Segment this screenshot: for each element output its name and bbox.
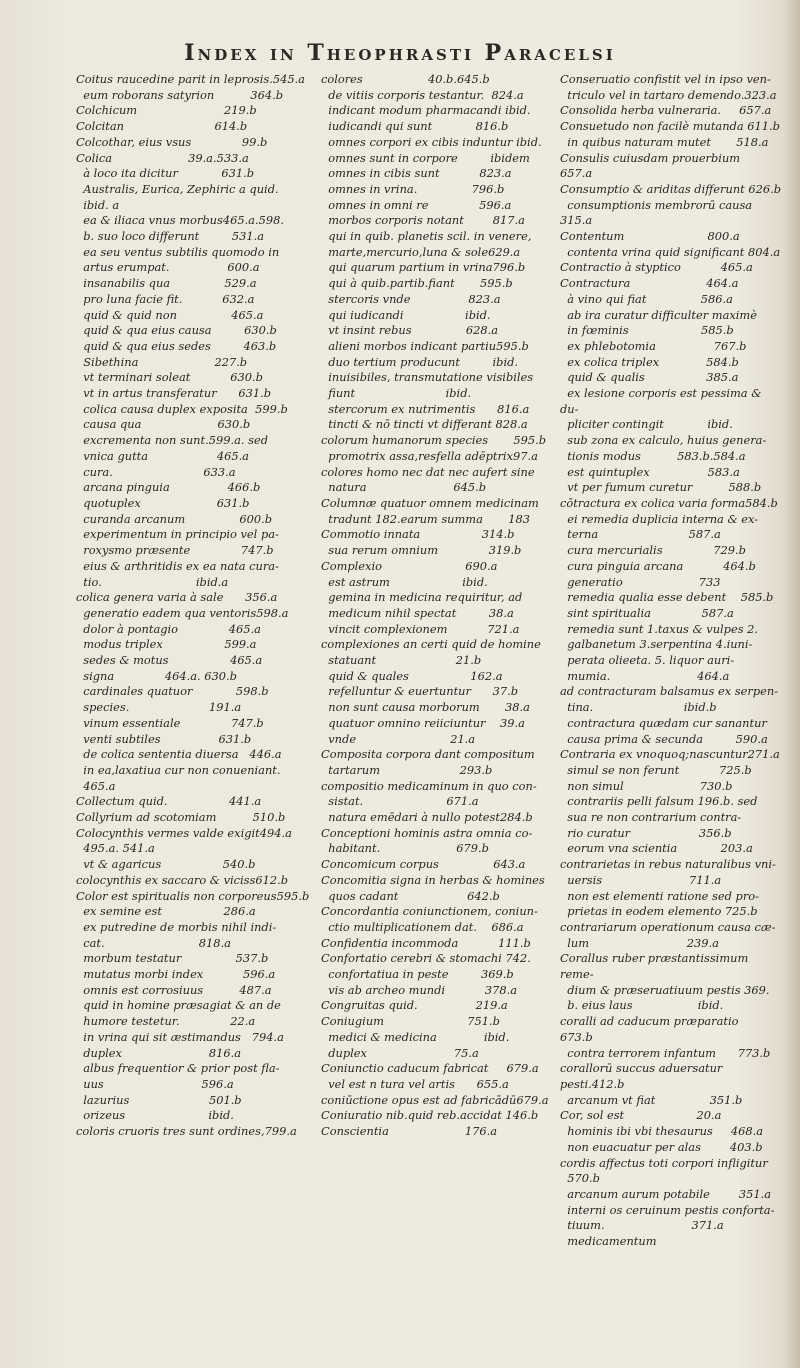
index-entry: tiuum. 371.a xyxy=(560,1218,724,1233)
index-entry: alieni morbos indicant partiu595.b xyxy=(321,338,529,353)
index-entry: sedes & motus 465.a xyxy=(76,653,263,668)
index-entry: artus erumpat. 600.a xyxy=(76,260,260,275)
index-entry: causa prima & secunda 590.a xyxy=(560,731,768,746)
index-entry: arcana pinguia 466.b xyxy=(76,480,261,495)
index-entry: b. suo loco differunt 531.a xyxy=(76,229,264,244)
index-entry: consumptionis membrorū causa 315.a xyxy=(560,197,756,228)
index-entry: de vitiis corporis testantur. 824.a xyxy=(321,87,524,102)
index-entry: albus frequentior & prior post fla- xyxy=(76,1061,280,1076)
index-entry: Complexio 690.a xyxy=(321,558,498,573)
index-entry: sua re non contrarium contra- xyxy=(560,810,742,825)
index-entry: omnes in vrina. 796.b xyxy=(321,181,505,196)
index-entry: Concomitia signa in herbas & homines xyxy=(321,872,545,887)
index-entry: à vino qui fiat 586.a xyxy=(560,291,733,306)
index-entry: tionis modus 583.b.584.a xyxy=(560,448,746,463)
index-column-3 xyxy=(560,72,782,1250)
index-entry: eorum vna scientia 203.a xyxy=(560,841,753,856)
index-entry: omnis est corrosiuus 487.a xyxy=(76,982,272,997)
index-entry: ctio multiplicationem dat. 686.a xyxy=(321,919,524,934)
index-entry: colores 40.b.645.b xyxy=(321,72,490,86)
index-entry: cat. 818.a xyxy=(76,935,231,950)
index-entry: eius & arthritidis ex ea nata cura- xyxy=(76,558,279,573)
index-entry: tio. ibid.a xyxy=(76,574,229,589)
index-entry: ea & iliaca vnus morbus465.a.598. xyxy=(76,213,284,228)
index-entry: prietas in eodem elemento 725.b xyxy=(560,904,758,919)
index-entry: statuant 21.b xyxy=(321,653,482,668)
index-entry: colorum humanorum species 595.b xyxy=(321,433,547,448)
index-entry: vincit complexionem 721.a xyxy=(321,621,520,636)
index-entry: qui in quib. planetis scil. in venere, xyxy=(321,229,532,244)
index-entry: tradunt 182.earum summa 183 xyxy=(321,511,530,526)
index-entry: Cor, sol est 20.a xyxy=(560,1108,722,1123)
index-entry: coniūctione opus est ad fabricādū679.a xyxy=(321,1092,549,1107)
index-entry: non est elementi ratione sed pro- xyxy=(560,888,759,903)
index-entry: Consolida herba vulneraria. 657.a xyxy=(560,103,772,118)
index-entry: sint spiritualia 587.a xyxy=(560,605,734,620)
index-entry: eum roborans satyrion 364.b xyxy=(76,87,284,102)
index-entry: promotrix assa,resfella adēptrix97.a xyxy=(321,448,538,463)
index-entry: arcanum vt fiat 351.b xyxy=(560,1092,743,1107)
index-entry: remedia sunt 1.taxus & vulpes 2. xyxy=(560,621,759,636)
index-entry: galbanetum 3.serpentina 4.iuni- xyxy=(560,637,753,652)
index-entry: cordis affectus toti corpori infligitur xyxy=(560,1155,768,1170)
index-entry: natura 645.b xyxy=(321,480,487,495)
index-entry: quos cadant 642.b xyxy=(321,888,500,903)
index-entry: b. eius laus ibid. xyxy=(560,998,724,1013)
index-entry: vt terminari soleat 630.b xyxy=(76,370,263,385)
index-column-1 xyxy=(76,72,312,1140)
index-entry: Sibethina 227.b xyxy=(76,354,248,369)
index-entry: species. 191.a xyxy=(76,700,242,715)
index-entry: dium & præseruatiuum pestis 369. xyxy=(560,982,770,997)
index-entry: indicant modum pharmacandi ibid. xyxy=(321,103,531,118)
index-entry: ex phlebotomia 767.b xyxy=(560,338,747,353)
index-entry: terna 587.a xyxy=(560,527,721,542)
index-entry: Collyrium ad scotomiam 510.b xyxy=(76,810,286,825)
index-entry: ea seu ventus subtilis quomodo in xyxy=(76,244,280,259)
index-entry: stercorum ex nutrimentis 816.a xyxy=(321,401,530,416)
index-entry: contrarietas in rebus naturalibus vni- xyxy=(560,857,776,872)
index-entry: remedia qualia esse debent 585.b xyxy=(560,590,774,605)
index-entry: Commotio innata 314.b xyxy=(321,527,515,542)
page-header: Index in Theophrasti Paracelsi xyxy=(184,40,616,66)
index-entry: quid in homine præsagiat & an de xyxy=(76,998,281,1013)
index-entry: Collectum quid. 441.a xyxy=(76,794,262,809)
index-entry: generatio 733 xyxy=(560,574,721,589)
index-entry: in vrina qui sit æstimandus 794.a xyxy=(76,1029,284,1044)
index-entry: generatio eadem qua ventoris598.a xyxy=(76,605,289,620)
index-entry: Australis, Eurica, Zephiric a quid. xyxy=(76,181,279,196)
index-entry: morbos corporis notant 817.a xyxy=(321,213,525,228)
index-column-2 xyxy=(321,72,557,1140)
index-entry: vnde 21.a xyxy=(321,731,476,746)
index-entry: vt insint rebus 628.a xyxy=(321,323,499,338)
index-entry: colocynthis ex saccaro & viciss612.b xyxy=(76,872,289,887)
index-entry: vt per fumum curetur 588.b xyxy=(560,480,762,495)
index-entry: colores homo nec dat nec aufert sine xyxy=(321,464,535,479)
index-entry: Colcitan 614.b xyxy=(76,119,248,134)
index-entry: refelluntur & euertuntur 37.b xyxy=(321,684,519,699)
index-entry: quatuor omnino reiiciuntur 39.a xyxy=(321,715,525,730)
index-entry: rio curatur 356.b xyxy=(560,825,732,840)
index-entry: habitant. 679.b xyxy=(321,841,489,856)
index-entry: medicum nihil spectat 38.a xyxy=(321,605,514,620)
index-entry: Consuetudo non facilè mutanda 611.b xyxy=(560,119,780,134)
index-entry: omnes in cibis sunt 823.a xyxy=(321,166,512,181)
index-entry: contractura quædam cur sanantur xyxy=(560,715,767,730)
index-entry: 465.a xyxy=(76,778,116,793)
index-entry: quid & qualis 385.a xyxy=(560,370,739,385)
index-entry: lazurius 501.b xyxy=(76,1092,242,1107)
index-entry: morbum testatur 537.b xyxy=(76,951,269,966)
index-entry: Conceptioni hominis astra omnia co- xyxy=(321,825,533,840)
index-entry: mutatus morbi index 596.a xyxy=(76,967,276,982)
index-entry: est quintuplex 583.a xyxy=(560,464,740,479)
index-entry: Coniunctio caducum fabricat 679.a xyxy=(321,1061,539,1076)
index-entry: colica genera varia à sale 356.a xyxy=(76,590,278,605)
index-entry: cura pinguia arcana 464.b xyxy=(560,558,756,573)
index-entry: 495.a. 541.a xyxy=(76,841,155,856)
index-entry: ex putredine de morbis nihil indi- xyxy=(76,919,277,934)
index-entry: inuisibiles, transmutatione visibiles xyxy=(321,370,534,385)
index-entry: Composita corpora dant compositum xyxy=(321,747,535,762)
index-entry: in fœminis 585.b xyxy=(560,323,734,338)
index-entry: Conseruatio confistit vel in ipso ven- xyxy=(560,72,771,86)
index-entry: Colica 39.a.533.a xyxy=(76,150,249,165)
index-entry: corallorū succus aduersatur pesti.412.b xyxy=(560,1061,726,1091)
index-entry: roxysmo præsente 747.b xyxy=(76,543,274,558)
index-entry: triculo vel in tartaro demendo.323.a xyxy=(560,87,777,102)
index-entry: Consumptio & ariditas differunt 626.b xyxy=(560,181,782,196)
index-entry: interni os ceruinum pestis conforta- xyxy=(560,1202,775,1217)
index-entry: duplex 816.a xyxy=(76,1045,242,1060)
index-entry: gemina in medicina requiritur, ad xyxy=(321,590,523,605)
index-entry: est astrum ibid. xyxy=(321,574,488,589)
index-entry: Contentum 800.a xyxy=(560,229,740,244)
index-entry: quid & quales 162.a xyxy=(321,668,503,683)
index-entry: Columnæ quatuor omnem medicinam xyxy=(321,495,539,510)
index-entry: marte,mercurio,luna & sole629.a xyxy=(321,244,521,259)
index-entry: fiunt ibid. xyxy=(321,386,472,401)
index-entry: Color est spiritualis non corporeus595.b xyxy=(76,888,310,903)
index-entry: Consulis cuiusdam prouerbium 657.a xyxy=(560,150,755,181)
index-entry: medicamentum xyxy=(560,1234,657,1249)
index-entry: colica causa duplex exposita 599.b xyxy=(76,401,288,416)
index-entry: venti subtiles 631.b xyxy=(76,731,252,746)
index-entry: vis ab archeo mundi 378.a xyxy=(321,982,518,997)
index-entry: qui iudicandi ibid. xyxy=(321,307,491,322)
index-entry: non euacuatur per alas 403.b xyxy=(560,1139,763,1154)
index-entry: Confidentia incommoda 111.b xyxy=(321,935,531,950)
index-entry: simul se non ferunt 725.b xyxy=(560,762,752,777)
index-entry: ex colica triplex 584.b xyxy=(560,354,739,369)
index-entry: hominis ibi vbi thesaurus 468.a xyxy=(560,1124,764,1139)
index-entry: omnes sunt in corpore ibidem xyxy=(321,150,530,165)
index-entry: Colchicum 219.b xyxy=(76,103,257,118)
index-entry: cura mercurialis 729.b xyxy=(560,543,746,558)
index-entry: lum 239.a xyxy=(560,935,719,950)
index-entry: cōtractura ex colica varia forma584.b xyxy=(560,495,778,510)
index-entry: in ea,laxatiua cur non conueniant. xyxy=(76,762,281,777)
index-entry: Contractio à styptico 465.a xyxy=(560,260,753,275)
index-entry: insanabilis qua 529.a xyxy=(76,276,257,291)
index-entry: tina. ibid.b xyxy=(560,700,717,715)
index-entry: cardinales quatuor 598.b xyxy=(76,684,269,699)
index-entry: vel est n tura vel artis 655.a xyxy=(321,1077,509,1091)
index-entry: ab ira curatur difficulter maximè xyxy=(560,307,757,322)
index-entry: Confortatio cerebri & stomachi 742. xyxy=(321,951,531,966)
index-entry: ei remedia duplicia interna & ex- xyxy=(560,511,759,526)
index-entry: Colocynthis vermes valde exigit494.a xyxy=(76,825,292,840)
index-entry: causa qua 630.b xyxy=(76,417,251,432)
index-entry: Concomicum corpus 643.a xyxy=(321,857,526,872)
index-entry: medici & medicina ibid. xyxy=(321,1029,510,1044)
index-entry: humore testetur. 22.a xyxy=(76,1014,256,1029)
index-entry: duo tertium producunt ibid. xyxy=(321,354,519,369)
index-entry: vt in artus transferatur 631.b xyxy=(76,386,272,401)
index-entry: vnica gutta 465.a xyxy=(76,448,249,463)
index-entry: Coniuratio nib.quid reb.accidat 146.b xyxy=(321,1108,539,1123)
index-entry: sistat. 671.a xyxy=(321,794,479,809)
index-entry: ibid. a xyxy=(76,197,120,212)
index-entry: de colica sententia diuersa 446.a xyxy=(76,747,282,762)
index-entry: coralli ad caducum præparatio 673.b xyxy=(560,1014,750,1044)
index-entry: Concordantia coniunctionem, coniun- xyxy=(321,904,538,919)
index-entry: arcanum aurum potabile 351.a xyxy=(560,1186,772,1201)
index-entry: iudicandi qui sunt 816.b xyxy=(321,119,509,134)
index-entry: pro luna facie fit. 632.a xyxy=(76,291,255,306)
index-entry: natura emēdari à nullo potest284.b xyxy=(321,810,533,825)
index-entry: vinum essentiale 747.b xyxy=(76,715,264,730)
index-entry: pliciter contingit ibid. xyxy=(560,417,733,432)
index-entry: ex semine est 286.a xyxy=(76,904,256,919)
index-entry: tartarum 293.b xyxy=(321,762,493,777)
index-entry: compositio medicaminum in quo con- xyxy=(321,778,537,793)
index-entry: Corallus ruber præstantissimum reme- xyxy=(560,951,752,982)
index-entry: cura. 633.a xyxy=(76,464,236,479)
index-entry: non sunt causa morborum 38.a xyxy=(321,700,530,715)
index-entry: Contractura 464.a xyxy=(560,276,739,291)
index-entry: uus 596.a xyxy=(76,1077,234,1091)
page-gutter-shadow xyxy=(782,0,800,1368)
index-entry: contrariarum operationum causa cæ- xyxy=(560,919,776,934)
index-entry: tincti & nō tincti vt differant 828.a xyxy=(321,417,528,432)
index-entry: uersis 711.a xyxy=(560,872,722,887)
index-entry: ad contracturam balsamus ex serpen- xyxy=(560,684,779,699)
index-entry: 570.b xyxy=(560,1171,600,1186)
index-entry: contra terrorem infantum 773.b xyxy=(560,1045,771,1060)
index-entry: quid & qua eius sedes 463.b xyxy=(76,338,277,353)
index-entry: mumia. 464.a xyxy=(560,668,730,683)
index-entry: omnes corpori ex cibis induntur ibid. xyxy=(321,134,542,149)
index-entry: Congruitas quid. 219.a xyxy=(321,998,508,1013)
index-entry: qui à quib.partib.fiant 595.b xyxy=(321,276,513,291)
index-entry: perata olieeta. 5. liquor auri- xyxy=(560,653,735,668)
index-entry: confortatiua in peste 369.b xyxy=(321,967,514,982)
index-entry: stercoris vnde 823.a xyxy=(321,291,501,306)
index-entry: sub zona ex calculo, huius genera- xyxy=(560,433,767,448)
index-entry: ex lesione corporis est pessima & du- xyxy=(560,386,765,416)
index-entry: experimentum in principio vel pa- xyxy=(76,527,279,542)
index-entry: quid & quid non 465.a xyxy=(76,307,264,322)
index-entry: contenta vrina quid significant 804.a xyxy=(560,244,781,259)
index-entry: Coitus raucedine parit in leprosis.545.a xyxy=(76,72,305,86)
index-entry: modus triplex 599.a xyxy=(76,637,257,652)
index-entry: quid & qua eius causa 630.b xyxy=(76,323,277,338)
index-entry: dolor à pontagio 465.a xyxy=(76,621,261,636)
index-entry: qui quarum partium in vrina796.b xyxy=(321,260,526,275)
index-entry: Contraria ex vnoquoq;nascuntur271.a xyxy=(560,747,780,762)
index-entry: Colcothar, eius vsus 99.b xyxy=(76,134,268,149)
index-entry: vt & agaricus 540.b xyxy=(76,857,256,872)
index-entry: duplex 75.a xyxy=(321,1045,479,1060)
index-entry: coloris cruoris tres sunt ordines,799.a xyxy=(76,1124,297,1139)
index-entry: complexiones an certi quid de homine xyxy=(321,637,541,652)
index-entry: in quibus naturam mutet 518.a xyxy=(560,134,769,149)
index-entry: sua rerum omnium 319.b xyxy=(321,543,522,558)
index-entry: non simul 730.b xyxy=(560,778,733,793)
index-entry: Coniugium 751.b xyxy=(321,1014,500,1029)
index-entry: omnes in omni re 596.a xyxy=(321,197,512,212)
index-entry: quotuplex 631.b xyxy=(76,495,250,510)
index-entry: Conscientia 176.a xyxy=(321,1124,498,1139)
index-entry: signa 464.a. 630.b xyxy=(76,668,237,683)
index-entry: curanda arcanum 600.b xyxy=(76,511,273,526)
index-entry: orizeus ibid. xyxy=(76,1108,234,1123)
index-entry: excrementa non sunt.599.a. sed xyxy=(76,433,268,448)
index-entry: à loco ita dicitur 631.b xyxy=(76,166,255,181)
index-entry: contrariis pelli falsum 196.b. sed xyxy=(560,794,758,809)
